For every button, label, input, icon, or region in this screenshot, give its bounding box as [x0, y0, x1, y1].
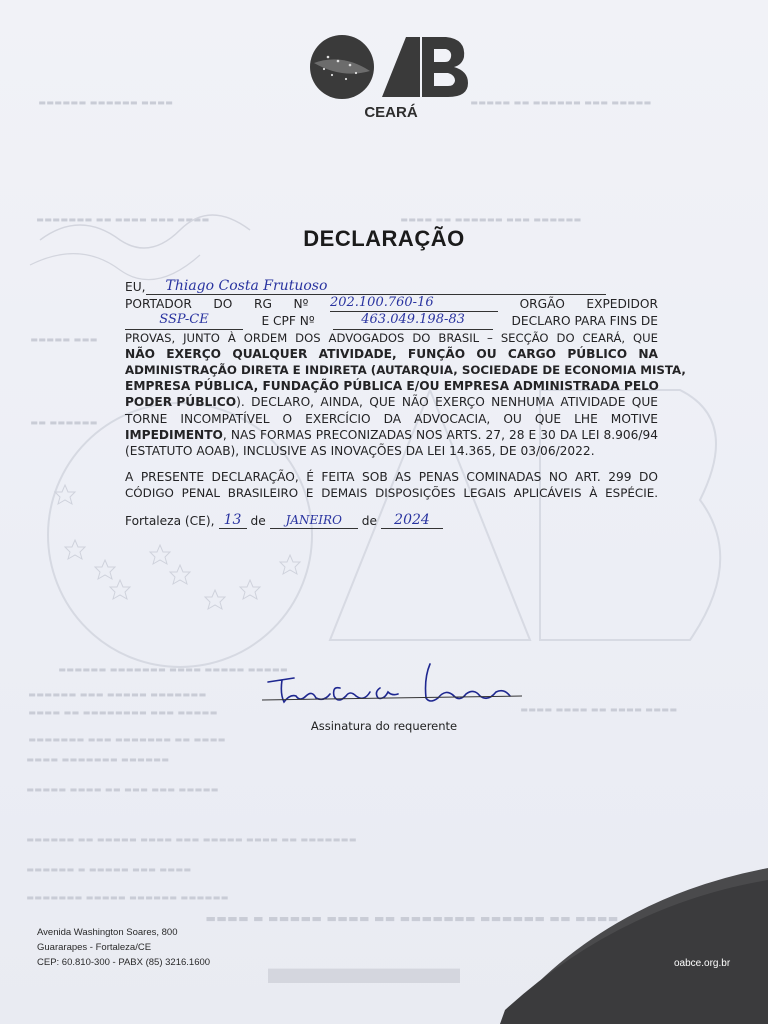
body-line: CÓDIGO PENAL BRASILEIRO E DEMAIS DISPOSIÇÕES LEGAIS APLICÁVEIS À ESPÉCIE. — [125, 486, 658, 501]
text-expedidor: EXPEDIDOR — [586, 297, 658, 312]
bleed-through-text: ▬▬▬▬▬▬ ▬▬▬ ▬▬▬▬▬▬ ▬▬ ▬▬▬▬ — [400, 215, 582, 224]
address-line: Avenida Washington Soares, 800 — [37, 927, 178, 938]
bleed-through-text: ▬▬▬▬ ▬▬▬ ▬▬▬▬▬ ▬ ▬▬▬▬▬▬ — [26, 865, 192, 874]
text-orgao: ORGÃO — [519, 297, 565, 312]
footer-address — [37, 925, 210, 970]
handwritten-name: Thiago Costa Frutuoso — [146, 278, 606, 295]
bleed-through-text: ▬▬▬▬▬ ▬▬▬ ▬▬▬ ▬▬ ▬▬▬▬ ▬▬▬▬▬ — [26, 785, 219, 794]
footer-website: oabce.org.br — [674, 958, 731, 969]
bleed-through-text: ▬▬▬▬▬▬▬ ▬▬ ▬▬▬▬ ▬▬▬▬▬ ▬▬▬ ▬▬▬▬ ▬▬▬▬▬ ▬▬ ▬▬▬▬▬▬ — [26, 835, 357, 844]
handwritten-day: 13 — [219, 512, 247, 529]
document-title: DECLARAÇÃO — [303, 226, 465, 251]
bleed-through-logo: ▬▬▬▬ — [268, 941, 460, 994]
text-declaro: DECLARO PARA FINS DE — [511, 314, 658, 329]
eu-label: EU, — [125, 280, 146, 294]
bleed-through-text: ▬▬▬▬▬ ▬▬▬ ▬▬▬▬▬▬ ▬▬ ▬▬▬▬▬ — [470, 98, 652, 107]
handwritten-year: 2024 — [381, 512, 443, 529]
text-de: de — [361, 514, 377, 528]
handwritten-cpf: 463.049.198-83 — [333, 312, 493, 329]
bleed-through-text: ▬▬▬ ▬▬▬▬▬ — [30, 335, 98, 344]
body-line: (ESTATUTO AOAB), INCLUSIVE AS INOVAÇÕES DA LEI 14.365, DE 03/06/2022. — [125, 444, 595, 459]
text-rg: RG — [253, 297, 272, 312]
bleed-through-text: ▬▬▬▬▬ ▬▬▬ ▬▬▬▬▬▬▬▬ ▬▬ ▬▬▬▬ — [28, 708, 218, 717]
bleed-through-text: ▬▬▬▬▬▬ ▬▬ — [30, 418, 98, 427]
bleed-through-text: ▬▬▬▬▬▬ ▬▬▬▬▬▬ ▬▬▬▬▬ ▬▬▬▬▬▬▬ — [26, 893, 229, 902]
address-line: CEP: 60.810-300 - PABX (85) 3216.1600 — [37, 957, 211, 968]
text-de: de — [250, 514, 266, 528]
bleed-through-text: ▬▬▬▬ ▬▬▬▬ ▬▬ ▬▬▬▬ ▬▬▬▬ — [520, 705, 678, 714]
handwritten-orgao: SSP-CE — [125, 312, 243, 329]
text-portador: PORTADOR — [125, 297, 192, 312]
body-line-bold: ADMINISTRAÇÃO DIRETA E INDIRETA (AUTARQUIA, SOCIEDADE DE ECONOMIA MISTA, — [125, 363, 686, 378]
date-city: Fortaleza (CE), — [125, 514, 215, 528]
text-num: Nº — [293, 297, 309, 312]
body-line-rest: ). DECLARO, AINDA, QUE NÃO EXERÇO NENHUMA ATIVIDADE QUE — [236, 395, 658, 410]
handwritten-month: JANEIRO — [270, 512, 358, 529]
bleed-through-text: ▬▬▬▬ ▬▬▬▬▬▬ ▬▬▬▬▬▬ — [38, 98, 174, 107]
logo-subtitle: CEARÁ — [364, 104, 418, 121]
poder-publico-text: PODER PÚBLICO — [125, 395, 237, 410]
bleed-through-text: ▬▬▬▬▬▬ ▬▬▬▬▬▬▬ ▬▬▬▬ — [26, 755, 170, 764]
text-cpf: E CPF Nº — [261, 314, 315, 329]
bleed-through-text: ▬▬▬▬▬ ▬▬▬▬▬ ▬▬▬▬ ▬▬▬▬▬▬▬ ▬▬▬▬▬▬ — [58, 665, 288, 674]
bleed-through-text: ▬▬▬▬ ▬▬▬ ▬▬▬▬ ▬▬ ▬▬▬▬▬▬▬ — [36, 215, 210, 224]
body-line: TORNE INCOMPATÍVEL O EXERCÍCIO DA ADVOCACIA, OU QUE LHE MOTIVE — [125, 411, 658, 426]
bleed-through-text: ▬▬▬▬▬▬▬ ▬▬▬▬▬ ▬▬▬ ▬▬▬▬▬▬ — [28, 690, 207, 699]
signature-caption: Assinatura do requerente — [310, 719, 458, 733]
body-line-bold: EMPRESA PÚBLICA, FUNDAÇÃO PÚBLICA E/OU EMPRESA ADMINISTRADA PELO — [125, 379, 659, 394]
body-line-rest: , NAS FORMAS PRECONIZADAS NOS ARTS. 27, 28 E 30 DA LEI 8.906/94 — [222, 427, 658, 442]
impedimento-text: IMPEDIMENTO — [125, 427, 223, 442]
body-line: A PRESENTE DECLARAÇÃO, É FEITA SOB AS PENAS COMINADAS NO ART. 299 DO — [125, 470, 658, 484]
bleed-through-text: ▬▬▬▬ ▬▬ ▬▬▬▬▬▬▬ ▬▬▬ ▬▬▬▬▬▬▬ — [28, 735, 226, 744]
address-line: Guararapes - Fortaleza/CE — [37, 942, 152, 953]
text-do: DO — [213, 297, 233, 312]
body-line: PROVAS, JUNTO À ORDEM DOS ADVOGADOS DO BRASIL – SECÇÃO DO CEARÁ, QUE — [125, 330, 658, 345]
handwritten-rg: 202.100.760-16 — [330, 295, 498, 312]
body-line-bold: NÃO EXERÇO QUALQUER ATIVIDADE, FUNÇÃO OU CARGO PÚBLICO NA — [125, 346, 658, 361]
bleed-through-text: ▬▬▬▬ ▬▬ ▬▬▬▬▬▬ ▬▬▬▬▬▬▬ ▬▬ ▬▬▬▬ ▬▬▬▬▬ ▬ ▬▬▬▬ — [205, 912, 619, 925]
